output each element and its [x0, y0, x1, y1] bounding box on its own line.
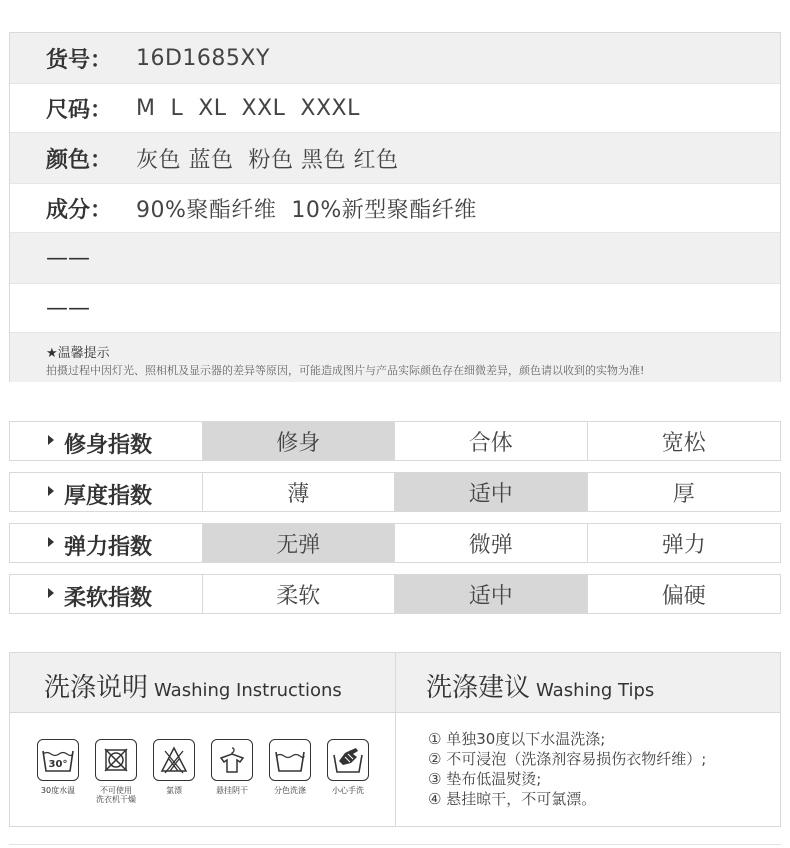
- washing-tips-list: [428, 729, 706, 809]
- index-option-selected: 适中: [395, 575, 588, 613]
- index-option: 厚: [672, 481, 695, 507]
- spec-value: 16D1685XY: [136, 45, 270, 71]
- spec-row-empty: [10, 283, 780, 333]
- spec-row-color: [10, 133, 780, 183]
- index-option: 偏硬: [661, 583, 706, 609]
- washing-section: [9, 652, 781, 827]
- svg-text:30°: 30°: [48, 759, 68, 770]
- care-label: 悬挂阴干: [216, 786, 248, 795]
- index-option: 薄: [203, 473, 396, 511]
- spec-label: 尺码：: [46, 97, 113, 123]
- spec-table: [9, 32, 781, 382]
- index-option: 宽松: [661, 430, 706, 456]
- no-tumble-dry-icon: [87, 739, 145, 804]
- tip-item: ④ 悬挂晾干，不可氯漂。: [428, 790, 597, 808]
- index-row-fit: [9, 421, 781, 461]
- spec-value: 灰色 蓝色 粉色 黑色 红色: [136, 147, 399, 173]
- separate-wash-icon: [261, 739, 319, 795]
- care-icons: [34, 739, 374, 809]
- spec-value: M L XL XXL XXXL: [136, 95, 360, 121]
- warm-tip: [10, 333, 780, 382]
- title-cn: 洗涤说明: [44, 673, 149, 703]
- index-option: 微弹: [395, 524, 588, 562]
- title-en: Washing Instructions: [154, 680, 342, 701]
- hand-wash-icon: [319, 739, 377, 795]
- index-label-text: 厚度指数: [64, 484, 153, 509]
- care-label: 分色洗涤: [274, 786, 306, 795]
- index-label-text: 弹力指数: [64, 535, 153, 560]
- index-option: 柔软: [203, 575, 396, 613]
- index-label: [10, 473, 203, 511]
- spec-value: 90%聚酯纤维 10%新型聚酯纤维: [136, 197, 477, 223]
- washing-divider: [395, 653, 396, 826]
- index-label: [10, 422, 203, 460]
- index-option: 弹力: [661, 532, 706, 558]
- washing-instructions-title: [44, 667, 342, 704]
- bottom-divider: [9, 844, 781, 845]
- triangle-right-icon: [48, 537, 54, 547]
- spec-label: 货号：: [46, 47, 113, 73]
- no-bleach-icon: [145, 739, 203, 795]
- wash-30-icon: [29, 739, 87, 795]
- index-row-softness: [9, 574, 781, 614]
- tip-text: 拍摄过程中因灯光、照相机及显示器的差异等原因，可能造成图片与产品实际颜色存在细微差异，颜色请以收到的实物为准!: [46, 364, 645, 377]
- spec-row-material: [10, 183, 780, 233]
- care-label: 不可使用 洗衣机干燥: [96, 786, 136, 804]
- spec-dash: ——: [46, 295, 90, 321]
- tip-item: ① 单独30度以下水温洗涤;: [428, 730, 606, 748]
- index-label: [10, 575, 203, 613]
- care-label: 30度水温: [40, 786, 76, 795]
- index-row-thickness: [9, 472, 781, 512]
- index-row-elasticity: [9, 523, 781, 563]
- index-option: 合体: [395, 422, 588, 460]
- triangle-right-icon: [48, 588, 54, 598]
- spec-label: 成分：: [46, 197, 113, 223]
- triangle-right-icon: [48, 486, 54, 496]
- title-en: Washing Tips: [536, 680, 655, 701]
- spec-row-empty: [10, 233, 780, 283]
- tip-title: ★温馨提示: [46, 346, 110, 361]
- care-label: 氯漂: [166, 786, 182, 795]
- spec-row-size: [10, 83, 780, 133]
- spec-label: 颜色：: [46, 147, 113, 173]
- tip-item: ② 不可浸泡（洗涤剂容易损伤衣物纤维）;: [428, 750, 707, 768]
- index-label-text: 修身指数: [64, 433, 153, 458]
- hang-dry-icon: [203, 739, 261, 795]
- spec-row-item-no: [10, 33, 780, 83]
- tip-item: ③ 垫布低温熨烫;: [428, 770, 542, 788]
- index-option-selected: 修身: [203, 422, 396, 460]
- index-option-selected: 无弹: [203, 524, 396, 562]
- title-cn: 洗涤建议: [426, 673, 531, 703]
- index-label-text: 柔软指数: [64, 586, 153, 611]
- index-option-selected: 适中: [395, 473, 588, 511]
- washing-tips-title: [426, 667, 654, 704]
- triangle-right-icon: [48, 435, 54, 445]
- care-label: 小心手洗: [332, 786, 364, 795]
- spec-dash: ——: [46, 245, 90, 271]
- index-label: [10, 524, 203, 562]
